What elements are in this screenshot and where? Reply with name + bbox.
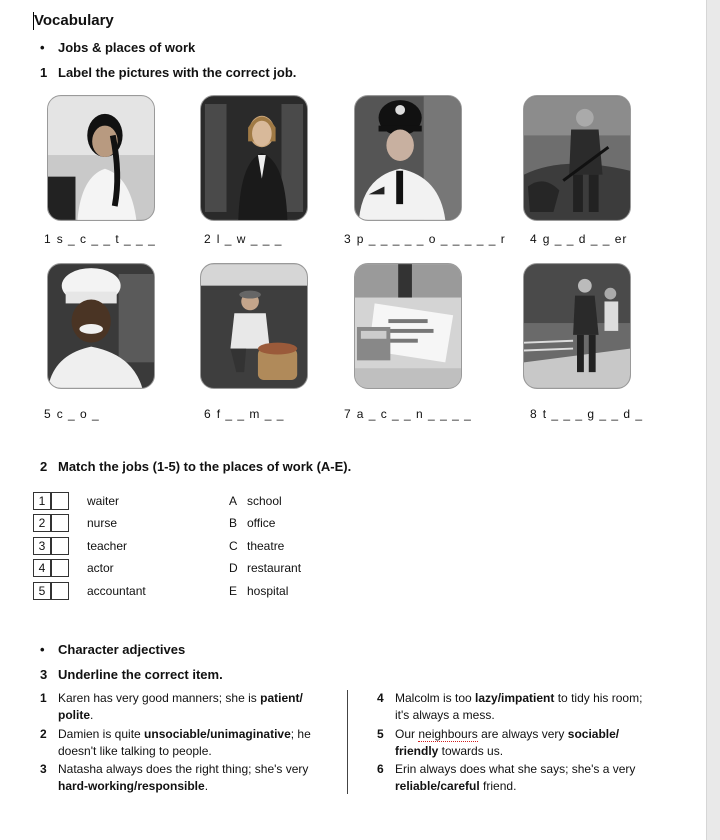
match-number-box: 2 <box>33 514 51 532</box>
secretary-photo <box>47 95 155 221</box>
match-place: office <box>247 516 276 530</box>
job-blank-7: 7 a _ c _ _ n _ _ _ _ <box>344 407 472 421</box>
section3-heading: • Character adjectives <box>40 642 186 657</box>
section1-heading: • Jobs & places of work <box>40 40 196 55</box>
match-job: actor <box>87 561 114 575</box>
match-letter: D <box>229 561 238 575</box>
choice-text[interactable]: hard-working/responsible <box>58 779 205 793</box>
match-letter: A <box>229 494 238 508</box>
match-place: restaurant <box>247 561 302 575</box>
match-letter: C <box>229 539 238 553</box>
job-blank-3: 3 p _ _ _ _ _ o _ _ _ _ _ r <box>344 232 506 246</box>
tour-guide-photo <box>523 263 631 389</box>
match-answer-box[interactable] <box>51 492 69 510</box>
vertical-scrollbar[interactable] <box>706 0 720 840</box>
farmer-photo <box>200 263 308 389</box>
question-1: 1 Karen has very good manners; she is patient/ polite. <box>40 691 303 722</box>
question-5: 5 Our neighbours are always very sociable/ friendly towards us. <box>377 727 620 758</box>
choice-text[interactable]: friendly <box>395 744 439 758</box>
match-number-box: 3 <box>33 537 51 555</box>
match-job: accountant <box>87 584 146 598</box>
job-blank-6: 6 f _ _ m _ _ <box>204 407 285 421</box>
job-blank-4: 4 g _ _ d _ _ er <box>530 232 628 246</box>
match-job: teacher <box>87 539 128 553</box>
gardener-photo <box>523 95 631 221</box>
question-4: 4 Malcolm is too lazy/impatient to tidy his room; it's always a mess. <box>377 691 643 722</box>
job-blank-8: 8 t _ _ _ g _ _ d _ <box>530 407 644 421</box>
match-number-box: 5 <box>33 582 51 600</box>
accountant-photo <box>354 263 462 389</box>
match-job: waiter <box>87 494 120 508</box>
choice-text[interactable]: sociable/ <box>567 727 620 741</box>
match-number-box: 4 <box>33 559 51 577</box>
match-place: theatre <box>247 539 285 553</box>
task2-instruction: 2 Match the jobs (1-5) to the places of work (A-E). <box>40 459 352 474</box>
question-6: 6 Erin always does what she says; she's a very reliable/careful friend. <box>377 762 636 793</box>
match-answer-box[interactable] <box>51 559 69 577</box>
task3-instruction: 3 Underline the correct item. <box>40 667 223 682</box>
job-blank-2: 2 l _ w _ _ _ <box>204 232 283 246</box>
choice-text[interactable]: unsociable/unimaginative <box>144 727 291 741</box>
job-blank-5: 5 c _ o _ <box>44 407 100 421</box>
cook-photo <box>47 263 155 389</box>
match-number-box: 1 <box>33 492 51 510</box>
match-place: school <box>247 494 282 508</box>
spelling-flag: neighbours <box>418 727 478 741</box>
choice-text[interactable]: reliable/careful <box>395 779 480 793</box>
match-answer-box[interactable] <box>51 582 69 600</box>
page-title: Vocabulary <box>34 12 114 29</box>
match-job: nurse <box>87 516 118 530</box>
match-letter: E <box>229 584 238 598</box>
lawyer-photo <box>200 95 308 221</box>
police-officer-photo <box>354 95 462 221</box>
match-place: hospital <box>247 584 289 598</box>
match-answer-box[interactable] <box>51 514 69 532</box>
choice-text[interactable]: lazy/impatient <box>475 691 555 705</box>
task1-instruction: 1 Label the pictures with the correct job. <box>40 65 297 80</box>
choice-text[interactable]: polite <box>58 708 90 722</box>
column-divider <box>347 690 348 794</box>
bullet-icon: • <box>40 40 45 55</box>
choice-text[interactable]: patient/ <box>260 691 303 705</box>
question-2: 2 Damien is quite unsociable/unimaginative; he doesn't like talking to people. <box>40 727 311 758</box>
match-answer-box[interactable] <box>51 537 69 555</box>
job-blank-1: 1 s _ c _ _ t _ _ _ <box>44 232 156 246</box>
match-letter: B <box>229 516 238 530</box>
bullet-icon: • <box>40 642 45 657</box>
question-3: 3 Natasha always does the right thing; she's very hard-working/responsible. <box>40 762 309 793</box>
